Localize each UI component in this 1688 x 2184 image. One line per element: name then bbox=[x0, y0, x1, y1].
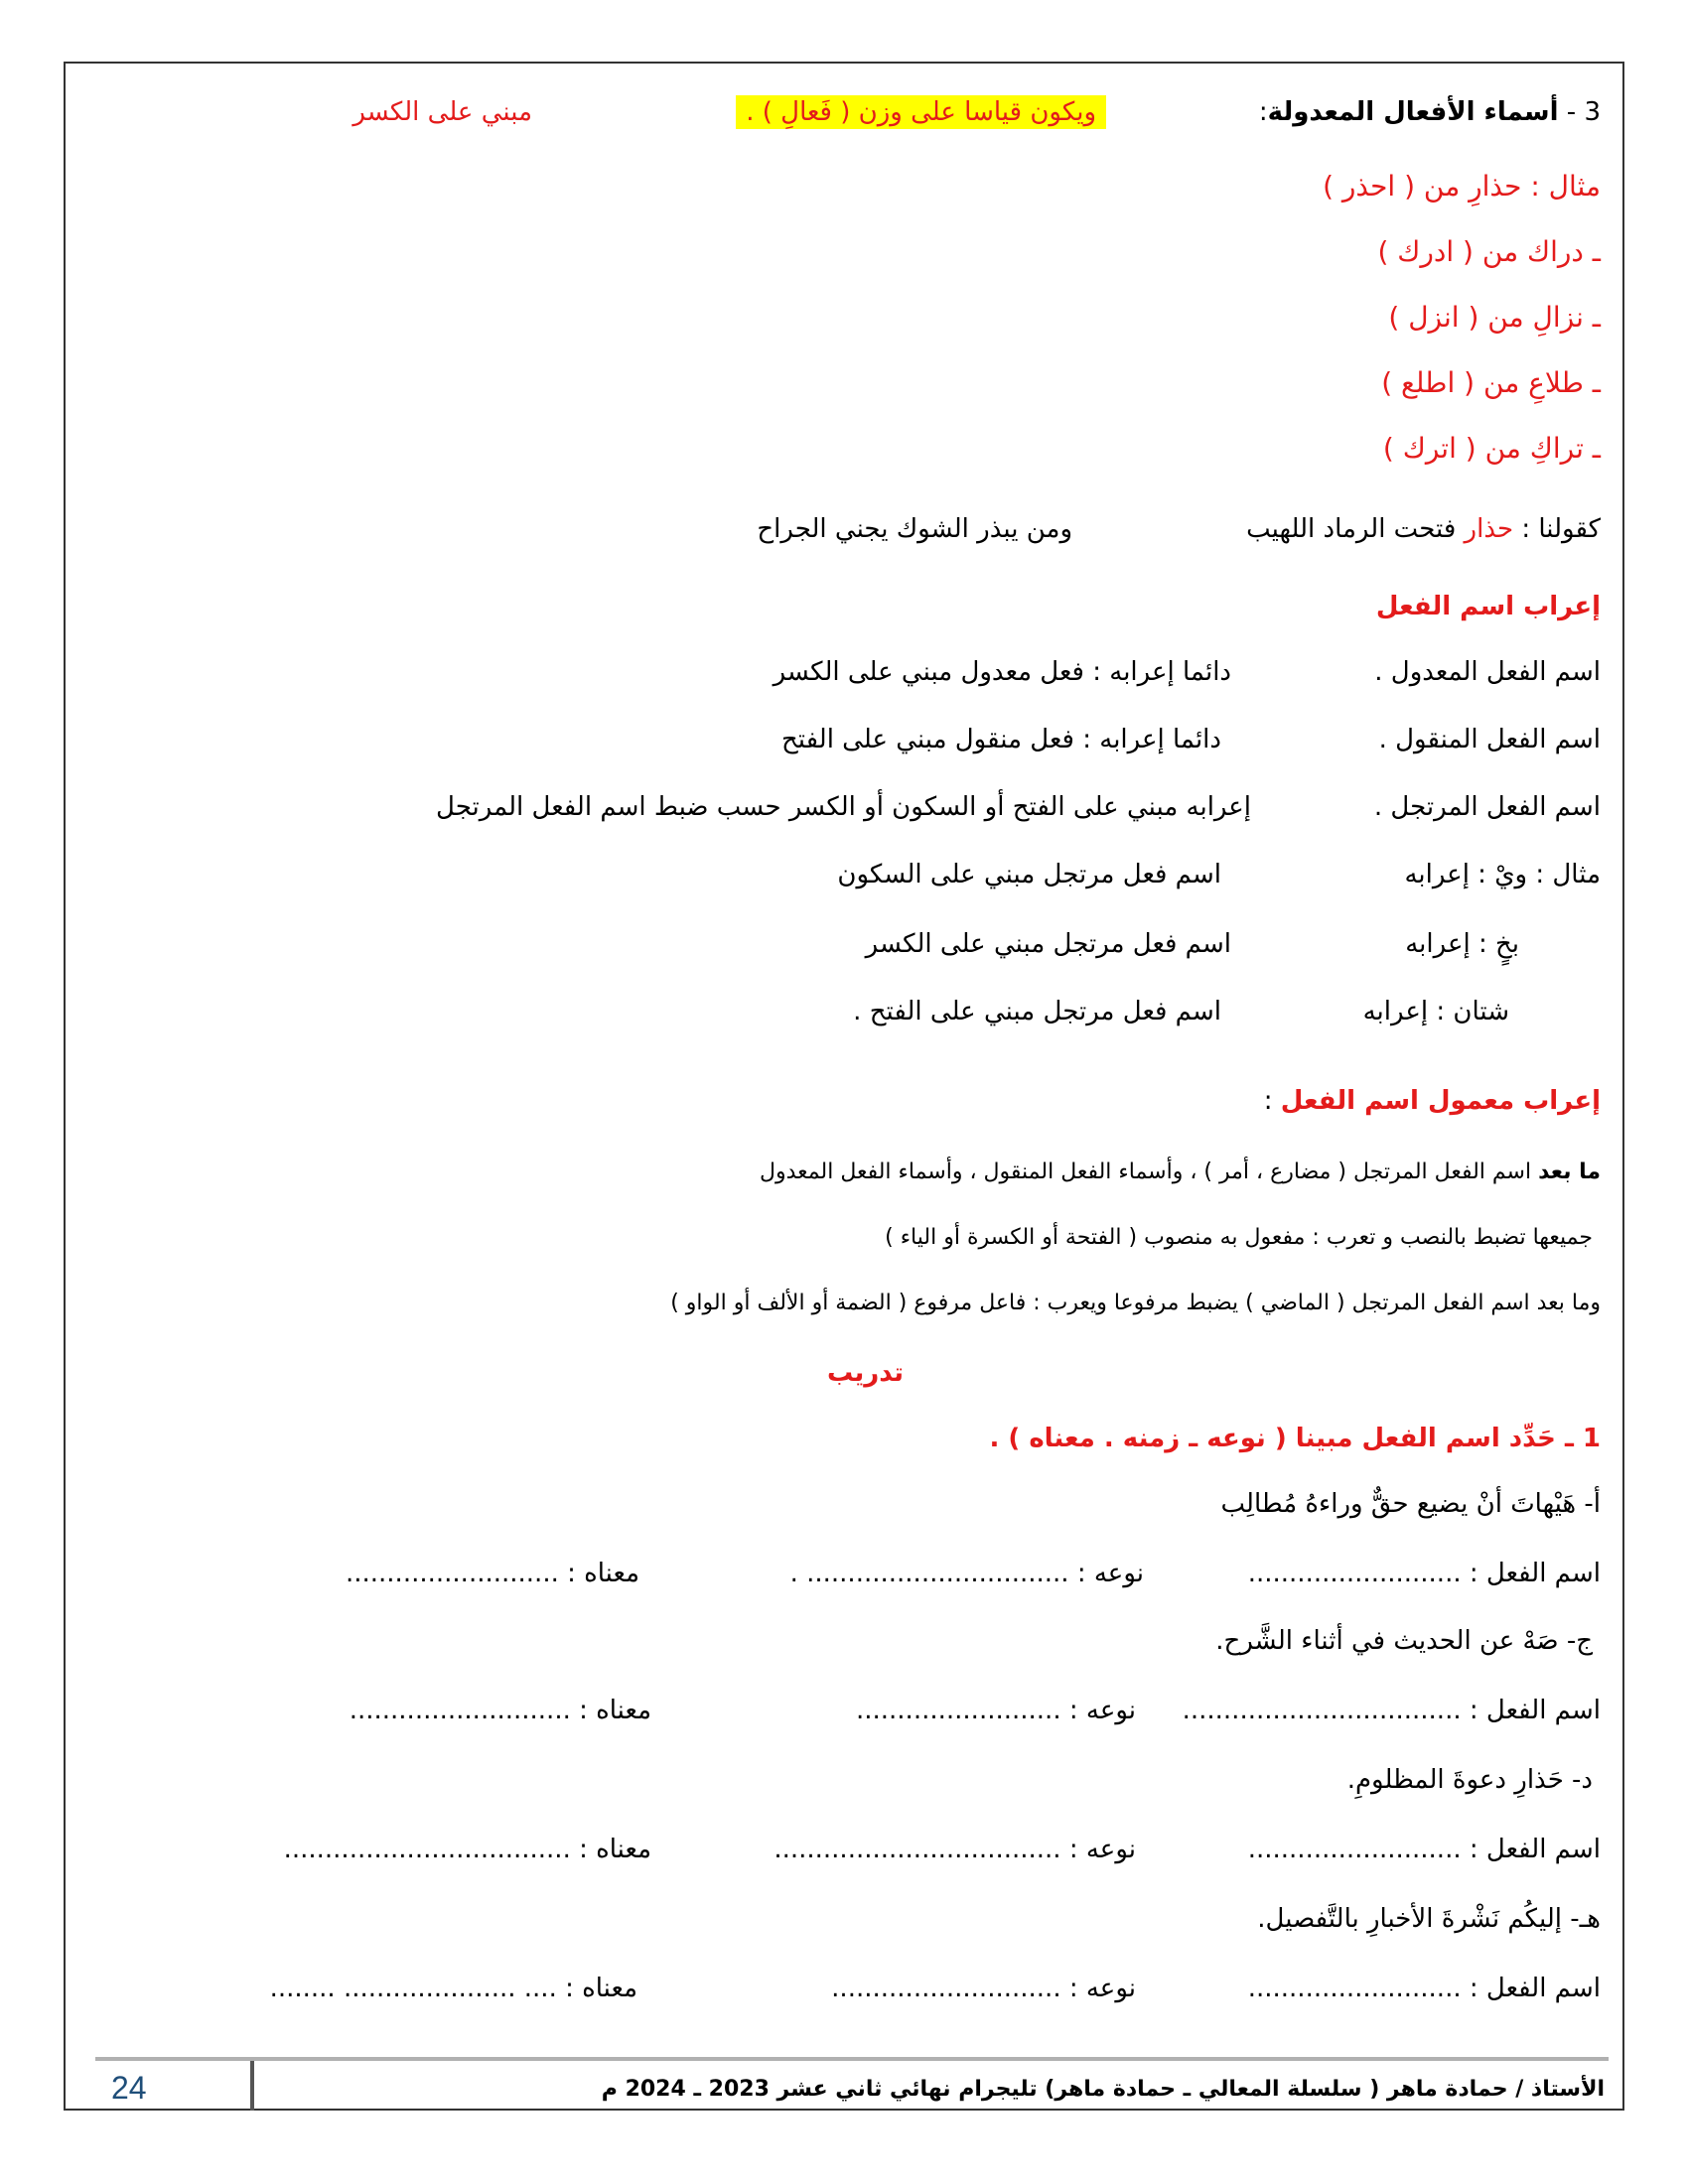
verse-word: حذار bbox=[1464, 514, 1514, 544]
training-sentence: هـ- إليكُم نَشْرةَ الأخبارِ بالتَّفصيل. bbox=[1257, 1904, 1601, 1934]
training-question: 1 ـ حَدِّد اسم الفعل مبينا ( نوعه ـ زمنه . معناه ) . bbox=[989, 1424, 1601, 1453]
mamul-line1: اسم الفعل المرتجل ( مضارع ، أمر ) ، وأسماء الفعل المنقول ، وأسماء الفعل المعدول bbox=[760, 1160, 1532, 1184]
page-number: 24 bbox=[111, 2070, 147, 2106]
irab-example-word: بخٍ : إعرابه bbox=[1405, 929, 1519, 959]
intro-line bbox=[1259, 99, 1601, 125]
intro-number: 3 bbox=[1584, 97, 1601, 127]
training-heading: تدريب bbox=[826, 1358, 904, 1388]
mamul-colon: : bbox=[1263, 1086, 1273, 1116]
example-line: ـ طلاعِ من ( اطلع ) bbox=[1381, 366, 1601, 399]
irab-example-word: مثال : ويْ : إعرابه bbox=[1404, 860, 1601, 889]
verse-first: فتحت الرماد اللهيب bbox=[1246, 514, 1457, 544]
irab-heading: إعراب اسم الفعل bbox=[1375, 592, 1601, 621]
meaning-field[interactable]: معناه : .... ..................... ........ bbox=[269, 1974, 637, 2003]
irab-row-desc: إعرابه مبني على الفتح أو السكون أو الكسر حسب ضبط اسم الفعل المرتجل bbox=[436, 792, 1251, 822]
type-field[interactable]: نوعه : ............................ bbox=[831, 1974, 1136, 2003]
mamul-heading: إعراب معمول اسم الفعل bbox=[1280, 1086, 1601, 1116]
irab-row-name: اسم الفعل المنقول . bbox=[1378, 725, 1601, 754]
example-line: ـ دراك من ( ادرك ) bbox=[1377, 235, 1601, 268]
verse-prefix: كقولنا : bbox=[1521, 514, 1601, 544]
mamul-line bbox=[760, 1161, 1601, 1183]
training-sentence: ج- صَهْ عن الحديث في أثناء الشَّرح. bbox=[1215, 1626, 1593, 1656]
mamul-heading-line bbox=[1264, 1088, 1601, 1114]
type-field[interactable]: نوعه : ................................... bbox=[774, 1835, 1136, 1864]
mamul-line: وما بعد اسم الفعل المرتجل ( الماضي ) يضبط مرفوعا ويعرب : فاعل مرفوع ( الضمة أو الألف أو الواو ) bbox=[670, 1291, 1601, 1315]
mamul-line: جميعها تضبط بالنصب و تعرب : مفعول به منصوب ( الفتحة أو الكسرة أو الياء ) bbox=[885, 1225, 1593, 1250]
intro-dash: - bbox=[1566, 97, 1577, 127]
verse-line bbox=[1246, 516, 1601, 542]
irab-example-desc: اسم فعل مرتجل مبني على السكون bbox=[837, 860, 1221, 889]
name-field[interactable]: اسم الفعل : .......................... bbox=[1247, 1559, 1601, 1588]
intro-colon: : bbox=[1258, 97, 1268, 127]
intro-highlight: ويكون قياسا على وزن ( فَعالِ ) . bbox=[736, 95, 1106, 129]
irab-example-desc: اسم فعل مرتجل مبني على الكسر bbox=[865, 929, 1231, 959]
irab-example-desc: اسم فعل مرتجل مبني على الفتح . bbox=[853, 997, 1221, 1026]
training-sentence: أ- هَيْهاتَ أنْ يضيع حقٌّ وراءهُ مُطالِب bbox=[1220, 1489, 1601, 1519]
example-line: ـ نزالِ من ( انزل ) bbox=[1388, 301, 1601, 334]
irab-row-name: اسم الفعل المرتجل . bbox=[1373, 792, 1601, 822]
meaning-field[interactable]: معناه : ................................... bbox=[283, 1835, 651, 1864]
type-field[interactable]: نوعه : ................................ . bbox=[789, 1559, 1144, 1588]
meaning-field[interactable]: معناه : .......................... bbox=[345, 1559, 639, 1588]
intro-heading: أسماء الأفعال المعدولة bbox=[1267, 97, 1559, 127]
irab-example-word: شتان : إعرابه bbox=[1362, 997, 1509, 1026]
meaning-field[interactable]: معناه : ........................... bbox=[349, 1696, 651, 1725]
example-line: ـ تراكِ من ( اترك ) bbox=[1382, 432, 1601, 465]
mamul-line1-bold: ما بعد bbox=[1538, 1160, 1601, 1184]
name-field[interactable]: اسم الفعل : .......................... bbox=[1247, 1835, 1601, 1864]
footer-rule bbox=[95, 2057, 1609, 2061]
irab-row-name: اسم الفعل المعدول . bbox=[1374, 657, 1601, 687]
verse-second: ومن يبذر الشوك يجني الجراح bbox=[757, 514, 1072, 544]
training-sentence: د- حَذارِ دعوةَ المظلومِ. bbox=[1346, 1765, 1593, 1795]
irab-row-desc: دائما إعرابه : فعل معدول مبني على الكسر bbox=[773, 657, 1231, 687]
name-field[interactable]: اسم الفعل : .................................. bbox=[1182, 1696, 1601, 1725]
footer-text: الأستاذ / حمادة ماهر ( سلسلة المعالي ـ حمادة ماهر) تليجرام نهائي ثاني عشر 2023 ـ 2024 م bbox=[601, 2077, 1605, 2102]
example-line: مثال : حذارِ من ( احذر ) bbox=[1323, 170, 1601, 203]
footer-divider bbox=[250, 2061, 254, 2111]
name-field[interactable]: اسم الفعل : .......................... bbox=[1247, 1974, 1601, 2003]
type-field[interactable]: نوعه : ......................... bbox=[855, 1696, 1136, 1725]
intro-rule: مبني على الكسر bbox=[352, 97, 532, 127]
irab-row-desc: دائما إعرابه : فعل منقول مبني على الفتح bbox=[780, 725, 1221, 754]
